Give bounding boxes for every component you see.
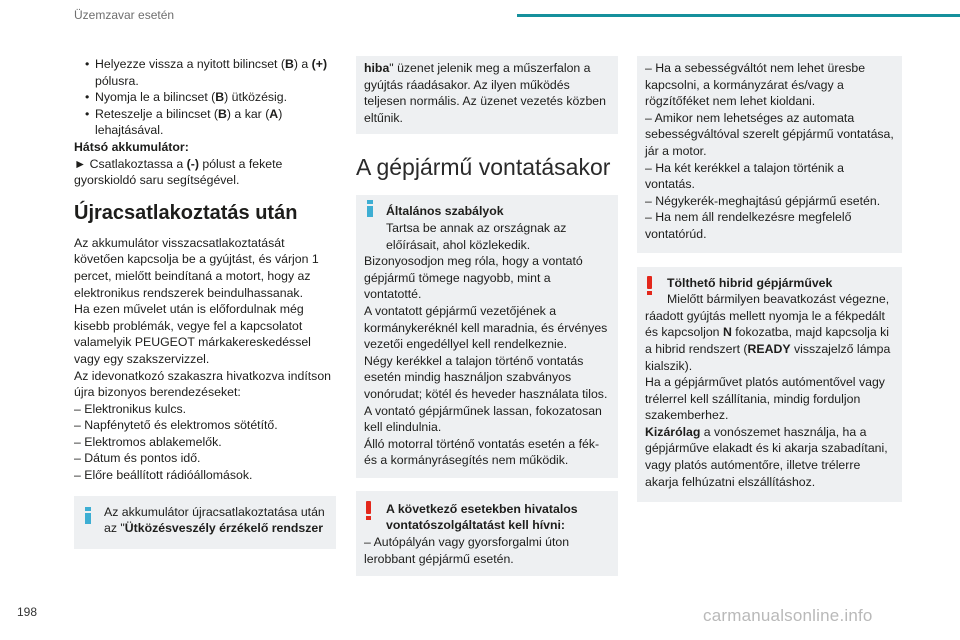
warning-icon <box>646 276 654 295</box>
info-icon <box>365 200 375 217</box>
warning-icon <box>365 501 373 520</box>
rear-battery-title: Hátsó akkumulátor: <box>74 139 189 154</box>
info-box-text: Az akkumulátor újracsatlakoztatása után az "Ütközésveszély érzékelő rendszer <box>104 504 325 536</box>
reconnect-paragraph-2: Ha ezen művelet után is előfordulnak még kisebb problémák, vegye fel a kapcsolatot valamelyik PEUGEOT márkakereskedéssel vagy egy szakszervizzel. <box>74 302 311 366</box>
reconnect-heading: Újracsatlakoztatás után <box>74 201 298 224</box>
warning-item: – Autópályán vagy gyorsforgalmi úton lerobbant gépjármű esetén. <box>364 535 570 566</box>
reconnect-paragraph-1: Az akkumulátor visszacsatlakoztatását követően kapcsolja be a gyújtást, és várjon 1 percet, mielőtt beindítaná a motort, hogy az elektronikus rendszerek beindulhassanak. <box>74 235 319 300</box>
reset-equipment-list <box>74 401 336 484</box>
reconnect-paragraph-3: Az idevonatkozó szakaszra hivatkozva indítson újra bizonyos berendezéseket: <box>74 368 332 400</box>
general-rules-line: A vontatott gépjármű vezetőjének a kormánykeréknél kell maradnia, és érvényes vezetői engedéllyel kell rendelkeznie. <box>364 303 608 352</box>
general-rules-line: A vontató gépjárműnek lassan, fokozatosan kell elindulnia. <box>364 403 602 435</box>
list-item: – Ha a sebességváltót nem lehet üresbe kapcsolni, a kormányzárat és/vagy a rögzítőféket nem lehet kioldani. <box>645 61 866 109</box>
general-rules-line: Bizonyosodjon meg róla, hogy a vontató gépjármű tömege nagyobb, mint a vontatotté. <box>364 254 583 302</box>
info-icon <box>83 507 93 524</box>
running-header: Üzemzavar esetén <box>74 8 175 22</box>
warning-box-towing-service <box>356 491 618 576</box>
list-item: – Elektronikus kulcs. <box>74 401 187 416</box>
rear-battery-instruction: ► Csatlakoztassa a (-) pólust a fekete gyorskioldó saru segítségével. <box>74 156 283 188</box>
warning-box-plug-in-hybrid <box>637 267 902 503</box>
hybrid-paragraph-3: Kizárólag a vonószemet használja, ha a gépjárműve elakadt és ki akarja szabadítani, vagy platós autómentőre, illetve trélerre akarja felhúzatni elszállításhoz. <box>645 424 888 489</box>
info-box-continuation: hiba" üzenet jelenik meg a műszerfalon a gyújtás ráadásakor. Az ilyen működés teljesen normális. Az üzenet vezetés közben eltűnik. <box>356 56 618 134</box>
info-box-general-rules <box>356 195 618 478</box>
column-right <box>637 56 902 502</box>
list-item: • Reteszelje a bilincset (B) a kar (A) lehajtásával. <box>74 106 336 139</box>
list-item: – Dátum és pontos idő. <box>74 451 201 466</box>
info-box-collision-warning <box>74 496 336 549</box>
general-rules-title: Általános szabályok <box>386 204 504 219</box>
general-rules-line: Négy kerékkel a talajon történő vontatás esetén mindig használjon szabványos vonórudat; kötél és heveder használata tilos. <box>364 353 608 401</box>
list-item: – Négykerék-meghajtású gépjármű esetén. <box>645 193 881 208</box>
hybrid-paragraph-2: Ha a gépjárművet platós autómentővel vagy trélerrel kell szállítania, mindig forduljon szakemberhez. <box>645 375 885 423</box>
list-item: • Helyezze vissza a nyitott bilincset (B) a (+) pólusra. <box>74 56 336 89</box>
list-item: – Amikor nem lehetséges az automata sebességváltóval szerelt gépjármű vontatása, jár a motor. <box>645 110 894 158</box>
list-item: – Ha két kerékkel a talajon történik a vontatás. <box>645 160 844 192</box>
list-item: – Ha nem áll rendelkezésre megfelelő vontatórúd. <box>645 210 852 241</box>
towing-cases-box <box>637 56 902 253</box>
header-accent-bar <box>517 14 960 17</box>
list-item: – Napfénytető és elektromos sötétítő. <box>74 418 278 433</box>
page-number: 198 <box>17 605 38 619</box>
hybrid-paragraph-1: Mielőtt bármilyen beavatkozást végezne, ráadott gyújtás mellett nyomja le a fékpedált és kapcsoljon N fokozatba, majd kapcsolja ki a hibrid rendszert (READY visszajelző lámpa kialszik). <box>645 292 891 373</box>
hybrid-title: Tölthető hibrid gépjárművek <box>667 275 833 290</box>
general-rules-line: Tartsa be annak az országnak az előírásait, ahol közlekedik. <box>386 220 567 252</box>
section-title-towing: A gépjármű vontatásakor <box>356 154 611 181</box>
reconnect-steps <box>74 56 336 139</box>
column-left <box>74 56 336 549</box>
watermark: carmanualsonline.info <box>703 606 873 625</box>
warning-title: A következő esetekben hivatalos vontatószolgáltatást kell hívni: <box>386 501 578 533</box>
list-item: – Elektromos ablakemelők. <box>74 434 222 449</box>
column-middle <box>356 56 618 576</box>
general-rules-line: Álló motorral történő vontatás esetén a fék- és a kormányrásegítés nem működik. <box>364 436 600 468</box>
list-item: – Előre beállított rádióállomások. <box>74 468 253 483</box>
list-item: • Nyomja le a bilincset (B) ütközésig. <box>74 89 336 106</box>
